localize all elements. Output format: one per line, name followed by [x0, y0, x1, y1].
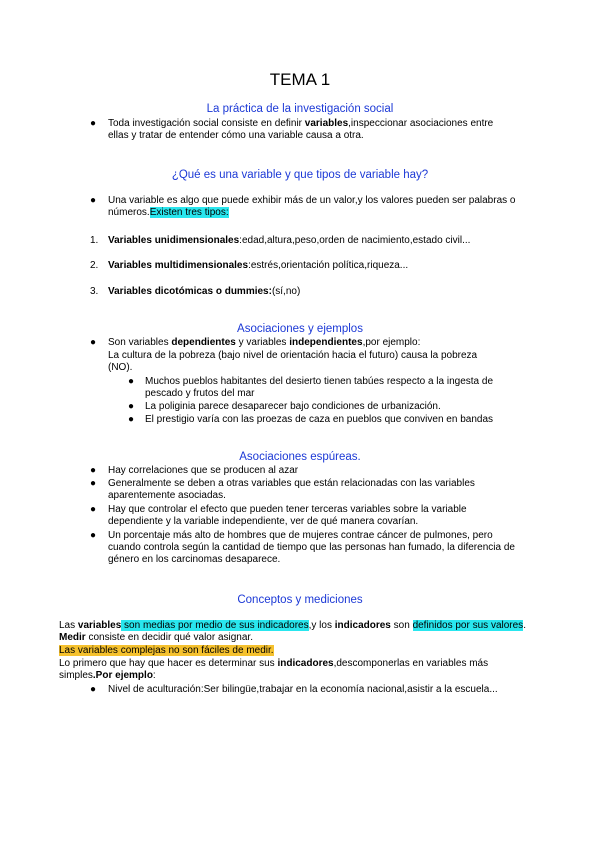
text-run: y variables [235, 337, 290, 348]
highlight-existen-tres-tipos: Existen tres tipos: [149, 207, 229, 219]
bullet-icon: ● [90, 465, 97, 476]
bullet-icon: ● [90, 118, 97, 129]
bullet-icon: ● [90, 195, 97, 206]
bullet-icon: ● [90, 478, 97, 489]
bold-term-variables: variables [304, 118, 349, 129]
heading-conceptos-mediciones: Conceptos y mediciones [237, 594, 363, 606]
sub-list-item: Muchos pueblos habitantes del desierto tienen tabúes respecto a la ingesta de pescado y frutos del mar [145, 376, 494, 400]
list-item: Un porcentaje más alto de hombres que de mujeres contrae cáncer de pulmones, pero cuando controla según la cantidad de tiempo que las personas han fumado, la diferencia de género en los carcinomas desaparece. [108, 530, 515, 566]
list-item-text [108, 260, 528, 272]
text-run: Una variable es algo que puede exhibir más de un valor,y los valores pueden ser palabras o números. [108, 195, 516, 219]
bullet-icon: ● [90, 504, 97, 515]
paragraph-complejas [59, 645, 529, 657]
sub-bullet-icon: ● [128, 376, 135, 387]
list-item [90, 235, 98, 247]
text-run: ,inspeccionar asociaciones entre ellas y tratar de entender cómo una variable causa a otra. [108, 118, 494, 142]
text-run: consiste en decidir qué valor asignar. [85, 632, 253, 644]
sub-bullet-icon: ● [128, 414, 135, 425]
text-run: ,por ejemplo: [362, 337, 421, 348]
text-run: Toda investigación social consiste en definir [108, 118, 305, 129]
text-run: Lo primero que hay que hacer es determinar sus [59, 658, 278, 669]
highlight-medias-indicadores: son medias por medio de sus indicadores [121, 620, 309, 631]
bullet-icon: ● [90, 684, 97, 695]
heading-asociaciones-espureas: Asociaciones espúreas. [239, 451, 361, 463]
list-number: 3. [90, 286, 99, 297]
sub-list-item: El prestigio varía con las proezas de caza en pueblos que conviven en bandas [145, 414, 494, 425]
sub-list-item: La poliginia parece desaparecer bajo condiciones de urbanización. [145, 401, 441, 412]
bold-term: Variables dicotómicas o dummies: [108, 286, 272, 297]
heading-investigacion-social: La práctica de la investigación social [206, 103, 394, 115]
paragraph-cultura-pobreza: La cultura de la pobreza (bajo nivel de orientación hacia el futuro) causa la pobreza (NO). [108, 350, 478, 374]
page-title: TEMA 1 [269, 70, 331, 89]
list-item [90, 286, 98, 298]
sub-bullet-icon: ● [128, 401, 135, 412]
highlight-definidos-valores: definidos por sus valores [412, 620, 524, 631]
bold-term-indicadores: indicadores [334, 620, 391, 631]
paragraph-dependientes [108, 337, 508, 349]
text-run: Son variables [108, 337, 172, 348]
paragraph-lo-primero [59, 658, 529, 682]
text-run: . [523, 620, 526, 631]
paragraph-variable-def [108, 195, 518, 219]
bold-term-dependientes: dependientes [171, 337, 236, 348]
bold-term-por-ejemplo: .Por ejemplo [92, 670, 153, 682]
text-run: :estrés,orientación política,riqueza... [248, 260, 409, 271]
list-number: 2. [90, 260, 99, 271]
highlight-variables-complejas: Las variables complejas no son fáciles de medir. [59, 645, 274, 656]
bold-term: Variables multidimensionales [108, 260, 249, 271]
bold-term-medir: Medir [59, 632, 86, 644]
bold-term-indicadores: indicadores [277, 658, 334, 669]
text-run: son [390, 620, 413, 631]
heading-asociaciones-ejemplos: Asociaciones y ejemplos [237, 323, 363, 335]
bold-term: Variables unidimensionales [108, 235, 240, 246]
list-item: Hay que controlar el efecto que pueden tener terceras variables sobre la variable dependiente y la variable independiente, ver de qué manera covarían. [108, 504, 467, 528]
list-item-text [108, 286, 528, 298]
paragraph-variables-indicadores [59, 620, 529, 644]
heading-que-es-variable: ¿Qué es una variable y que tipos de variable hay? [171, 169, 429, 181]
list-item-aculturacion: Nivel de aculturación:Ser bilingüe,trabajar en la economía nacional,asistir a la escuela... [108, 684, 498, 695]
bold-term-independientes: independientes [289, 337, 363, 348]
bullet-icon: ● [90, 337, 97, 348]
bold-term-variables: variables [77, 620, 122, 631]
paragraph-investigacion [108, 118, 508, 142]
text-run: (sí,no) [271, 286, 301, 297]
bullet-icon: ● [90, 530, 97, 541]
list-item [90, 260, 98, 272]
text-run: Las [59, 620, 78, 631]
text-run: :edad,altura,peso,orden de nacimiento,estado civil... [239, 235, 471, 246]
list-item: Hay correlaciones que se producen al azar [108, 465, 299, 476]
text-run: : [152, 670, 156, 682]
text-run: ,y los [308, 620, 335, 631]
list-item: Generalmente se deben a otras variables que están relacionadas con las variables aparentemente asociadas. [108, 478, 475, 502]
list-item-text [108, 235, 528, 247]
text-run: ,descomponerlas en variables más simples [59, 658, 489, 682]
list-number: 1. [90, 235, 99, 246]
